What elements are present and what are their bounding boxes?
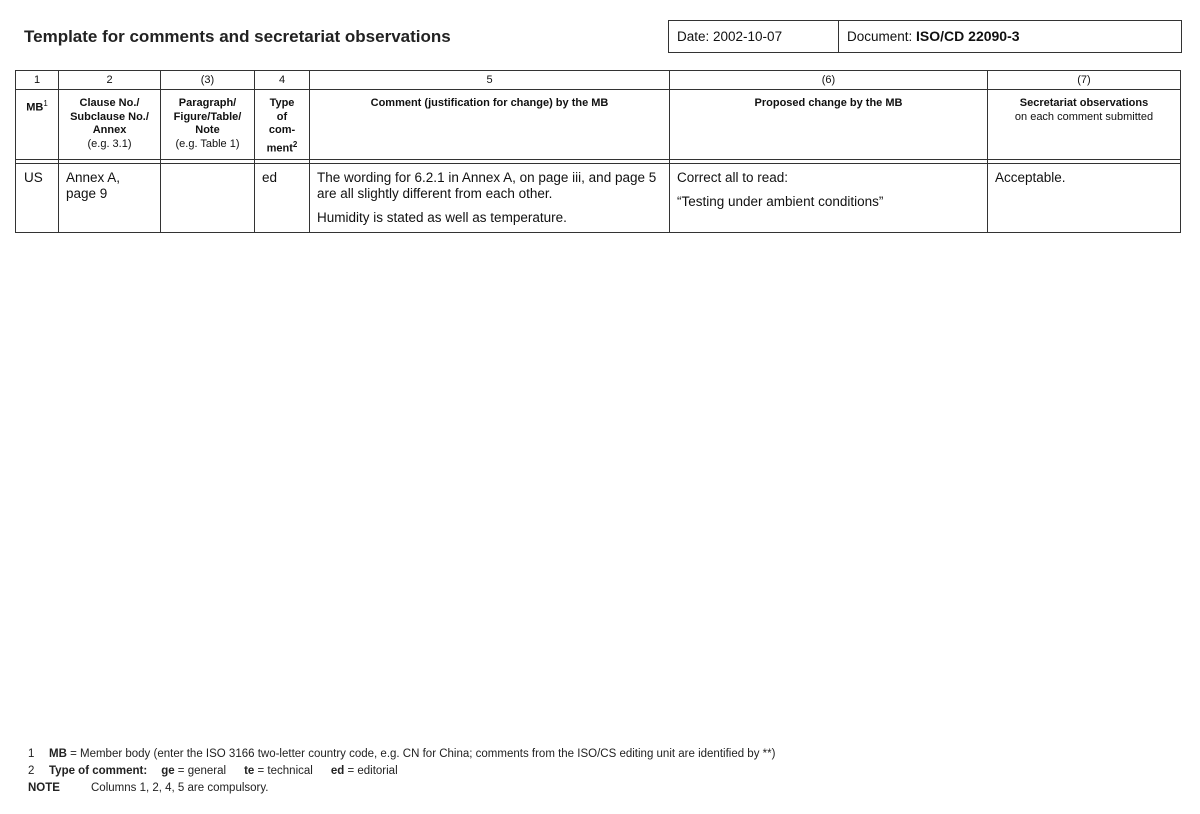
cell-secretariat: Acceptable. (988, 164, 1181, 233)
cell-mb: US (16, 164, 59, 233)
header-mb: $MB^1$ (16, 90, 59, 160)
column-number: (6) (670, 71, 988, 90)
column-number: 4 (255, 71, 310, 90)
document-info-box (668, 20, 1182, 53)
cell-comment: The wording for 6.2.1 in Annex A, on page iii, and page 5 are all slightly different from each other. Humidity is stated as well as temperature. (310, 164, 670, 233)
comments-table (15, 70, 1181, 233)
column-number: 5 (310, 71, 670, 90)
note: NOTE Columns 1, 2, 4, 5 are compulsory. (28, 782, 269, 794)
header-paragraph: Paragraph/ Figure/Table/ Note (e.g. Table 1) (161, 90, 255, 160)
header-secretariat: Secretariat observations on each comment submitted (988, 90, 1181, 160)
cell-type: ed (255, 164, 310, 233)
footnote-2: 2 Type of comment: ge = general te = technical ed = editorial (28, 765, 398, 777)
document-field (839, 21, 1181, 52)
header-row (16, 90, 1181, 160)
column-number: 2 (59, 71, 161, 90)
column-number: (7) (988, 71, 1181, 90)
cell-paragraph (161, 164, 255, 233)
column-number: (3) (161, 71, 255, 90)
document-label: Document: (847, 29, 913, 44)
header-type: Type of com- ment$^2$ (255, 90, 310, 160)
page-title: Template for comments and secretariat observations (24, 27, 451, 46)
column-number: 1 (16, 71, 59, 90)
header-proposed: Proposed change by the MB (670, 90, 988, 160)
cell-clause: Annex A, page 9 (59, 164, 161, 233)
document-id: ISO/CD 22090-3 (916, 28, 1020, 44)
footnote-1: 1 MB = Member body (enter the ISO 3166 two-letter country code, e.g. CN for China; comments from the ISO/CS editing unit are identified by **) (28, 748, 776, 760)
column-number-row (16, 71, 1181, 90)
footnotes (28, 746, 775, 797)
cell-proposed: Correct all to read: “Testing under ambient conditions” (670, 164, 988, 233)
table-row (16, 164, 1181, 233)
header-clause: Clause No./ Subclause No./ Annex (e.g. 3.1) (59, 90, 161, 160)
header-comment: Comment (justification for change) by the MB (310, 90, 670, 160)
date-field: Date: 2002-10-07 (669, 21, 839, 52)
